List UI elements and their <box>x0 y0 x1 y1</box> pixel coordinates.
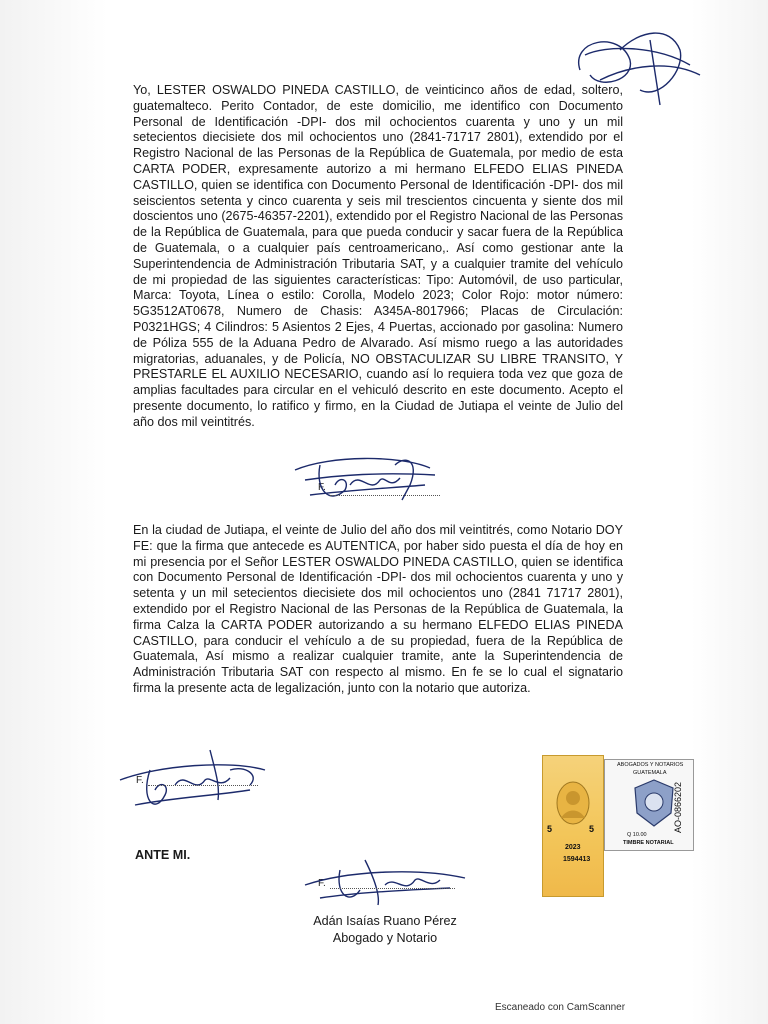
signature-line <box>148 785 258 786</box>
fiscal-stamp-portrait-icon <box>553 778 593 828</box>
notary-title: Abogado y Notario <box>332 931 438 945</box>
fiscal-stamp-year: 2023 <box>565 844 581 851</box>
signature-line <box>330 495 440 496</box>
fiscal-stamp-value-right: 5 <box>589 824 595 834</box>
notarial-certification-paragraph: En la ciudad de Jutiapa, el veinte de Julio del año dos mil veintitrés, como Notario DOY FE: que la firma que antecede es AUTENTICA, por haber sido puesta el día de hoy en mi presencia por el Señor LESTER OSWALDO PINEDA CASTILLO, quien se identifica con Documento Personal de Identificación -DPI- dos mil ochocientos cuarenta y uno y setenta y un mil setecientos diecisiete dos mil ochocientos uno (2841 71717 2801), extendido por el Registro Nacional de las Personas de la República de Guatemala, la firma Calza la CARTA PODER autorizando a su hermano ELFEDO ELIAS PINEDA CASTILLO, para conducir el vehículo a de su propiedad, fuera de la República de Guatemala, Así mismo a realizar cualquier tramite, ante la Superintendencia de Administración Tributaria SAT con respecto al mismo. En fe se lo cual el signatario firma la presente acta de legalización, junto con la notario que autoriza. <box>133 523 623 695</box>
fiscal-stamp <box>542 755 604 897</box>
fiscal-stamp-value: 5 <box>547 824 553 834</box>
client-signature <box>290 450 440 510</box>
notary-stamp-header: ABOGADOS Y NOTARIOS <box>617 762 684 768</box>
stamps-area <box>542 755 692 895</box>
notary-stamp-footer: TIMBRE NOTARIAL <box>623 840 674 846</box>
client-signature-2 <box>110 740 270 820</box>
signature-prefix: F. <box>318 482 326 493</box>
notary-block <box>300 913 470 947</box>
notary-signature <box>300 850 470 910</box>
ante-mi-label: ANTE MI. <box>135 848 191 862</box>
fiscal-stamp-serial: 1594413 <box>563 856 591 863</box>
signature-line <box>330 888 455 889</box>
scanner-footer: Escaneado con CamScanner <box>495 1002 626 1013</box>
notary-stamp-sub: GUATEMALA <box>633 770 667 776</box>
notary-seal-icon <box>633 778 675 828</box>
top-initials-signature <box>560 20 710 115</box>
signature-prefix: F. <box>318 878 326 889</box>
signature-prefix: F. <box>136 775 144 786</box>
power-of-attorney-paragraph: Yo, LESTER OSWALDO PINEDA CASTILLO, de veinticinco años de edad, soltero, guatemalteco. Perito Contador, de este domicilio, me identifico con Documento Personal de Identificación -DPI- dos mil ochocientos cuarenta y uno y un mil setecientos diecisiete dos mil ochocientos uno (2841-71717 2801), extendido por el Registro Nacional de las Personas de la República de Guatemala, por medio de esta CARTA PODER, expresamente autorizo a mi hermano ELFEDO ELIAS PINEDA CASTILLO, quien se identifica con Documento Personal de Identificación -DPI- dos mil seiscientos setenta y cinco cuarenta y seis mil trescientos cincuenta y siente dos mil doscientos uno (2675-46357-2201), extendido por el Registro Nacional de las Personas de la República de Guatemala, para que pueda conducir y sacar fuera de la República de Guatemala, o a cualquier país centroamericano,. Así como gestionar ante la Superintendencia de Administración Tributaria SAT, y a cualquier tramite del vehículo de mi propiedad de las siguientes características: Tipo: Automóvil, de uso particular, Marca: Toyota, Línea o estilo: Corolla, Modelo 2023; Color Rojo: motor número: 5G3512AT0678, Numero de Chasis: A345A-8017966; Placas de Circulación: P0321HGS; 4 Cilindros: 5 Asientos 2 Ejes, 4 Puertas, accionado por gasolina: Numero de Póliza 555 de la Aduana Pedro de Alvarado. Así mismo ruego a las autoridades migratorias, aduanales, y de Policía, NO OBSTACULIZAR SU LIBRE TRANSITO, Y PRESTARLE EL AUXILIO NECESARIO, cuando así lo requiera toda vez que goza de amplias facultades para circular en el vehiculó descrito en este documento. Acepto el presente documento, lo ratifico y firmo, en la Ciudad de Jutiapa el veinte de Julio del año dos mil veintitrés. <box>133 83 623 429</box>
notary-stamp-value: Q 10.00 <box>627 832 647 838</box>
notary-name: Adán Isaías Ruano Pérez <box>313 914 457 928</box>
notary-stamp-number: AO-0866202 <box>673 782 683 834</box>
notary-stamp <box>604 759 694 851</box>
